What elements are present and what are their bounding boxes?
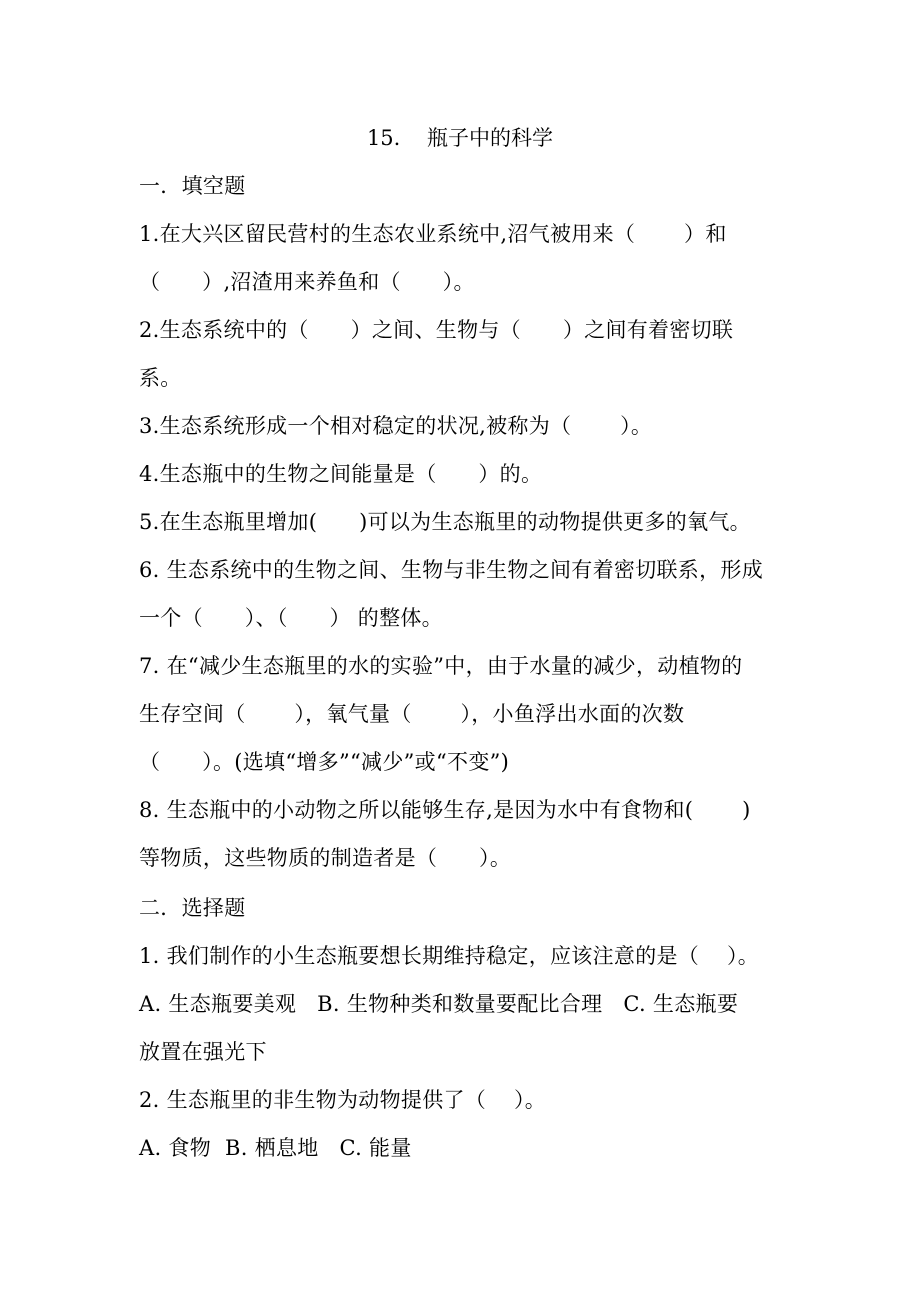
- section-heading-choice: 二．选择题: [139, 896, 246, 920]
- page-title: 15. 瓶子中的科学: [366, 126, 554, 150]
- question-line: 2.生态系统中的（ ）之间、生物与（ ）之间有着密切联: [139, 318, 734, 342]
- options-line: 放置在强光下: [139, 1040, 267, 1064]
- options-line: A. 食物 B. 栖息地 C. 能量: [139, 1136, 412, 1160]
- question-line: 一个（ ）、（ ） 的整体。: [139, 606, 443, 630]
- question-line: 1.在大兴区留民营村的生态农业系统中,沼气被用来（ ）和: [139, 222, 727, 246]
- question-line: 8. 生态瓶中的小动物之所以能够生存,是因为水中有食物和( ): [139, 798, 751, 822]
- question-line: 生存空间（ ），氧气量（ ），小鱼浮出水面的次数: [139, 702, 685, 726]
- question-line: 系。: [139, 366, 182, 390]
- question-line: 5.在生态瓶里增加( )可以为生态瓶里的动物提供更多的氧气。: [139, 510, 751, 534]
- question-line: （ ）。(选填“增多”“减少”或“不变”): [139, 750, 510, 774]
- section-heading-fill-in: 一．填空题: [139, 174, 246, 198]
- question-line: 1. 我们制作的小生态瓶要想长期维持稳定，应该注意的是（ ）。: [139, 944, 760, 968]
- question-line: 3.生态系统形成一个相对稳定的状况,被称为（ ）。: [139, 414, 653, 438]
- question-line: 2. 生态瓶里的非生物为动物提供了（ ）。: [139, 1088, 547, 1112]
- question-line: 7. 在“减少生态瓶里的水的实验”中，由于水量的减少，动植物的: [139, 654, 743, 678]
- options-line: A. 生态瓶要美观 B. 生物种类和数量要配比合理 C. 生态瓶要: [139, 992, 739, 1016]
- question-line: 4.生态瓶中的生物之间能量是（ ）的。: [139, 462, 543, 486]
- question-line: （ ）,沼渣用来养鱼和（ ）。: [139, 270, 475, 294]
- question-line: 等物质，这些物质的制造者是（ ）。: [139, 846, 512, 870]
- question-line: 6. 生态系统中的生物之间、生物与非生物之间有着密切联系，形成: [139, 558, 764, 582]
